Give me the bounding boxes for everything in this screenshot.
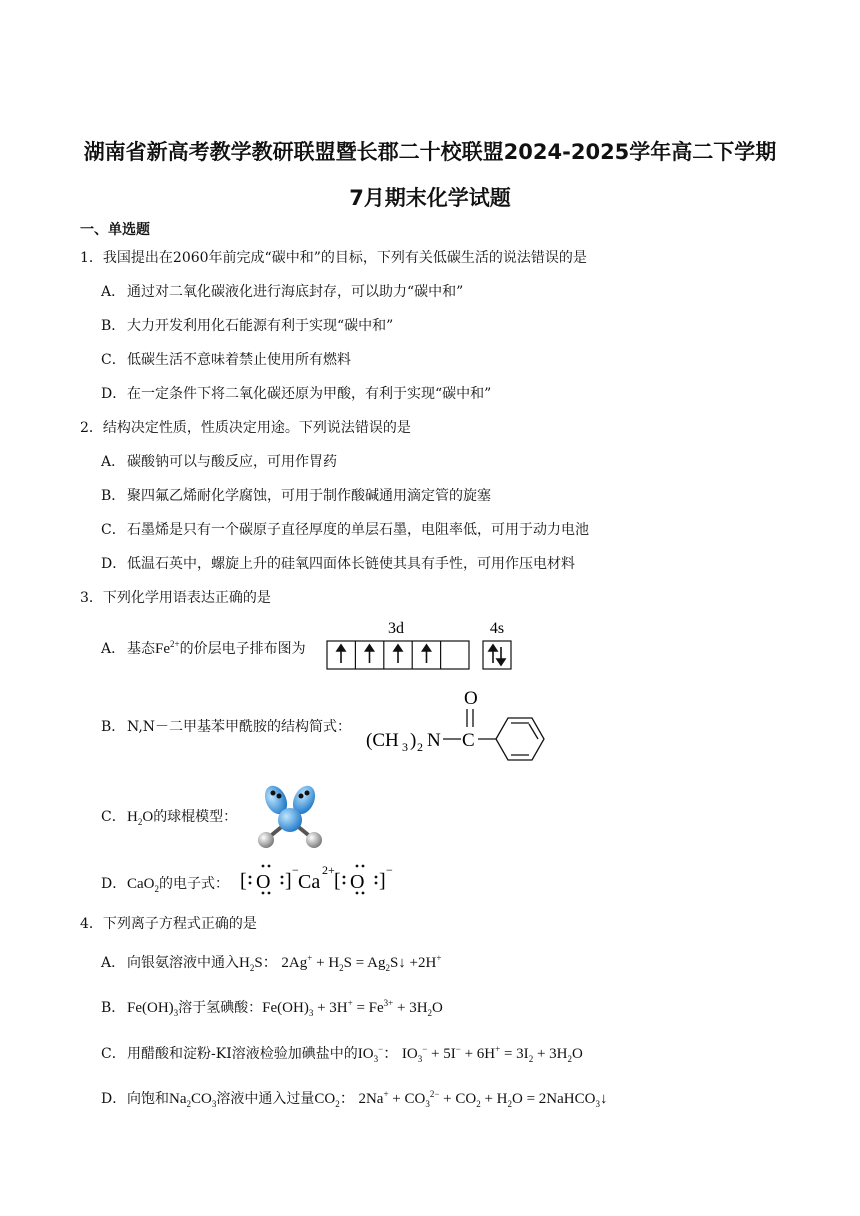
question-1-option-b[interactable]: B． 大力开发利用化石能源有利于实现“碳中和” — [101, 318, 394, 334]
svg-text:]: ] — [379, 870, 386, 892]
equation-a: $H_2S$： $2Ag^+ + H_2S$ = $Ag_2S↓ +2H^+$ — [239, 953, 442, 973]
equation-d: $CO_2$： $2Na^+ + CO_3^{2-} + CO_2 + H_2O$ = 2NaHCO$_3$↓ — [314, 1089, 608, 1109]
svg-text:2: 2 — [417, 740, 423, 754]
equation-c: $IO_3^-$： $IO_3^- + 5I^- + 6H^+ = 3I_2 + 3H_2O$ — [357, 1044, 583, 1064]
benzamide-structure — [366, 685, 556, 765]
svg-text:O: O — [256, 871, 271, 893]
question-2-option-b[interactable]: B． 聚四氟乙烯耐化学腐蚀，可用于制作酸碱通用滴定管的旋塞 — [101, 488, 491, 504]
question-3-option-d[interactable]: D．CaO$_2$的电子式： — [101, 876, 229, 894]
svg-text:−: − — [292, 863, 299, 877]
svg-text:C: C — [462, 730, 475, 751]
up-arrow-icon — [337, 645, 505, 665]
svg-text:]: ] — [285, 870, 292, 892]
question-4-option-d[interactable]: D．向饱和$Na_2CO_3$溶液中通入过量$CO_2$： $2Na^+ + CO_3^{2-} + CO_2 + H_2O$ = 2NaHCO$_3$↓ — [101, 1089, 608, 1109]
svg-text:O: O — [464, 688, 478, 709]
orbital-label-3d: 3d — [388, 620, 404, 637]
question-2-option-a[interactable]: A． 碳酸钠可以与酸反应，可用作胃药 — [101, 454, 337, 470]
h2o-formula: $H_2O$ — [127, 809, 154, 827]
svg-text:3: 3 — [402, 740, 408, 754]
question-4-stem: 4．下列离子方程式正确的是 — [80, 916, 257, 932]
question-1-stem: 1．我国提出在2060年前完成“碳中和”的目标，下列有关低碳生活的说法错误的是 — [80, 250, 587, 266]
question-1-option-d[interactable]: D．在一定条件下将二氧化碳还原为甲酸，有利于实现“碳中和” — [101, 386, 492, 402]
question-1-option-c[interactable]: C．低碳生活不意味着禁止使用所有燃料 — [101, 352, 351, 368]
question-4-option-c[interactable]: C．用醋酸和淀粉-KI溶液检验加碘盐中的$IO_3^-$： $IO_3^- + 5I^- + 6H^+ = 3I_2 + 3H_2O$ — [101, 1044, 583, 1064]
orbital-label-4s: 4s — [489, 620, 505, 637]
question-2-option-c[interactable]: C．石墨烯是只有一个碳原子直径厚度的单层石墨，电阻率低，可用于动力电池 — [101, 522, 589, 538]
question-3-option-c[interactable]: C．$H_2O$的球棍模型： — [101, 809, 238, 827]
svg-text:N: N — [427, 730, 441, 751]
svg-text:2+: 2+ — [322, 863, 335, 877]
svg-text:): ) — [410, 730, 417, 751]
page-title-line2: 7月期末化学试题 — [349, 186, 511, 210]
question-2-option-d[interactable]: D．低温石英中，螺旋上升的硅氧四面体长链使其具有手性，可用作压电材料 — [101, 556, 575, 572]
h2o-ball-stick-model — [256, 782, 326, 854]
fe2-formula: $Fe^{2+}$ — [155, 639, 180, 657]
question-2-stem: 2．结构决定性质，性质决定用途。下列说法错误的是 — [80, 420, 411, 436]
question-4-option-a[interactable]: A． 向银氨溶液中通入$H_2S$： $2Ag^+ + H_2S$ = $Ag_2S↓ +2H^+$ — [101, 953, 442, 973]
page-title-line1: 湖南省新高考教学教研联盟暨长郡二十校联盟2024-2025学年高二下学期 — [83, 140, 777, 164]
cao2-formula: CaO$_2$ — [127, 876, 159, 894]
question-1-option-a[interactable]: A． 通过对二氧化碳液化进行海底封存，可以助力“碳中和” — [101, 284, 464, 300]
question-4-option-b[interactable]: B． $Fe(OH)_3$溶于氢碘酸：$Fe(OH)_3 + 3H^+ = Fe^{3+} + 3H_2O$ — [101, 998, 443, 1018]
svg-text:Ca: Ca — [298, 871, 321, 893]
orbital-diagram — [326, 617, 516, 673]
section-heading: 一、单选题 — [80, 222, 150, 238]
svg-text:−: − — [386, 863, 393, 877]
equation-b: $Fe(OH)_3 + 3H^+ = Fe^{3+} + 3H_2O$ — [262, 998, 443, 1018]
svg-text:[: [ — [240, 870, 247, 892]
svg-text:[: [ — [334, 870, 341, 892]
question-3-option-b[interactable]: B． N,N－二甲基苯甲酰胺的结构简式： — [101, 719, 352, 735]
question-3-stem: 3．下列化学用语表达正确的是 — [80, 590, 271, 606]
svg-text:(CH: (CH — [366, 730, 399, 751]
svg-text:O: O — [350, 871, 365, 893]
question-3-option-a[interactable]: A． 基态$Fe^{2+}$的价层电子排布图为 — [101, 639, 306, 657]
cao2-electron-formula — [240, 860, 400, 896]
